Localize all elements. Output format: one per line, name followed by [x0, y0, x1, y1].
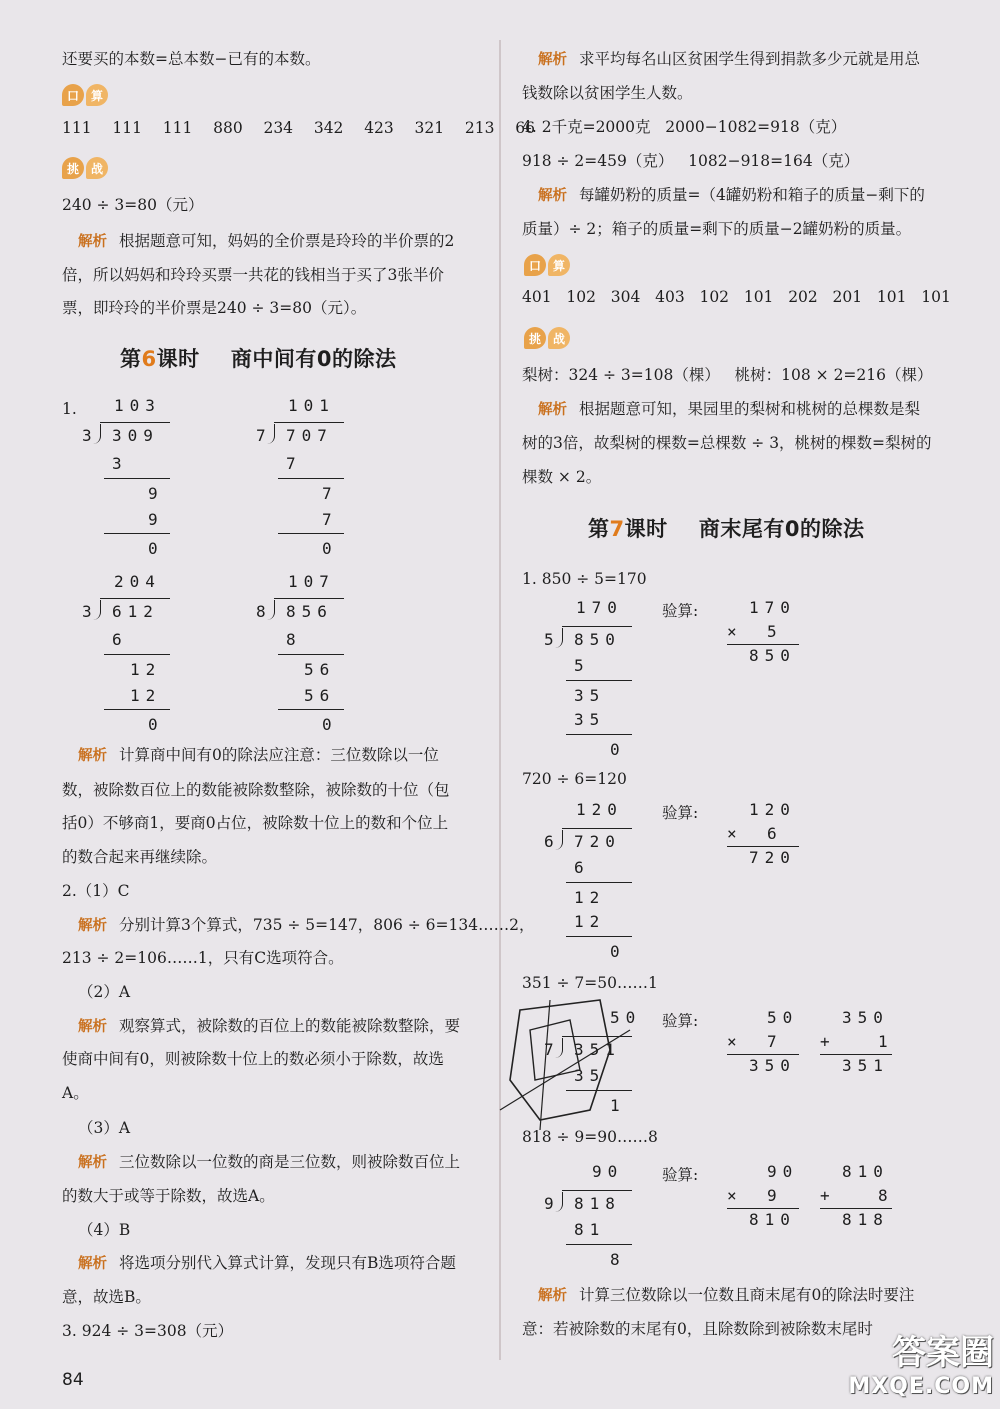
divisor: 5 [544, 630, 560, 649]
step: 3 [112, 454, 128, 473]
step-bar [104, 709, 170, 710]
analysis-line: 票，即玲玲的半价票是240 ÷ 3=80（元）。 [62, 299, 367, 317]
analysis-line: 括0）不够商1，要商0占位，被除数十位上的数和个位上 [62, 814, 449, 832]
step: 12 [574, 912, 606, 931]
dividend: 612 [112, 602, 159, 621]
step: 0 [322, 715, 338, 734]
step-bar [566, 936, 632, 937]
question-4-line: 4. 2千克=2000克 2000−1082=918（克） [522, 118, 847, 136]
step: 9 [148, 484, 164, 503]
analysis-text: 分别计算3个算式，735 ÷ 5=147，806 ÷ 6=134……2， [119, 916, 535, 934]
title-number: 6 [141, 347, 157, 371]
check-result: 720 [749, 848, 796, 867]
dividend: 850 [574, 630, 621, 649]
analysis-line: 的数合起来再继续除。 [62, 848, 218, 866]
division-bar [100, 422, 170, 423]
question-2-4: （4）B [78, 1221, 131, 1239]
check-operand: 350 [842, 1008, 889, 1027]
step-bar [104, 533, 170, 534]
equation-2: 720 ÷ 6=120 [522, 770, 627, 788]
check-operand: 810 [842, 1162, 889, 1181]
step: 7 [322, 484, 338, 503]
division-bar [562, 1190, 632, 1191]
check-operator: × [727, 1186, 743, 1205]
check-operand: 120 [749, 800, 796, 819]
analysis-label: 解析 [78, 918, 107, 934]
analysis-line [78, 1015, 460, 1038]
step-bar [278, 709, 344, 710]
badge-char: 口 [62, 84, 84, 106]
step-bar [104, 478, 170, 479]
badge-char: 战 [548, 327, 570, 349]
equation-4: 818 ÷ 9=90……8 [522, 1128, 658, 1146]
divisor: 3 [82, 426, 98, 445]
check-operand: 90 [767, 1162, 799, 1181]
check-operand: 6 [767, 824, 783, 843]
analysis-label: 解析 [78, 1256, 107, 1272]
division-bar [100, 598, 170, 599]
kousuan-badge [524, 254, 570, 276]
step: 6 [574, 858, 590, 877]
check-bar [820, 1208, 892, 1209]
check-operator: + [820, 1186, 836, 1205]
analysis-text: 每罐奶粉的质量=（4罐奶粉和箱子的质量−剩下的 [579, 186, 925, 204]
division-bar [562, 626, 632, 627]
check-bar [727, 846, 799, 847]
step-bar [104, 654, 170, 655]
quotient: 101 [288, 396, 335, 415]
step: 12 [130, 660, 162, 679]
check-operand: 5 [767, 622, 783, 641]
divisor: 9 [544, 1194, 560, 1213]
analysis-label: 解析 [538, 1288, 567, 1304]
analysis-text: 三位数除以一位数的商是三位数，则被除数百位上 [119, 1153, 461, 1171]
watermark-line: MXQE.COM [848, 1374, 994, 1399]
quotient: 204 [114, 572, 161, 591]
dividend: 309 [112, 426, 159, 445]
step-bar [278, 533, 344, 534]
division-bracket [554, 628, 563, 648]
question-1-label: 1. [62, 400, 77, 418]
check-operand: 50 [767, 1008, 799, 1027]
question-2-2: （2）A [78, 983, 131, 1001]
division-bar [274, 598, 344, 599]
step-bar [278, 654, 344, 655]
check-operator: + [820, 1032, 836, 1051]
check-result: 350 [749, 1056, 796, 1075]
analysis-line: 意，故选B。 [62, 1288, 151, 1306]
site-watermark [848, 1325, 994, 1399]
step: 5 [574, 656, 590, 675]
column-divider [499, 40, 501, 1360]
step: 8 [610, 1250, 626, 1269]
analysis-line [538, 48, 920, 71]
kousuan-answers: 111 111 111 880 234 342 423 321 213 66 [62, 119, 536, 137]
analysis-line: 钱数除以贫困学生人数。 [522, 84, 693, 102]
check-operand: 8 [878, 1186, 894, 1205]
check-operand: 1 [878, 1032, 894, 1051]
step-bar [566, 1244, 632, 1245]
check-bar [820, 1054, 892, 1055]
dividend: 707 [286, 426, 333, 445]
divisor: 6 [544, 832, 560, 851]
step: 8 [286, 630, 302, 649]
division-bracket [554, 1192, 563, 1212]
analysis-line: 树的3倍，故梨树的棵数=总棵数 ÷ 3，桃树的棵数=梨树的 [522, 434, 932, 452]
step: 7 [322, 510, 338, 529]
analysis-line: 倍，所以妈妈和玲玲买票一共花的钱相当于买了3张半价 [62, 266, 444, 284]
title-number: 7 [609, 517, 625, 541]
analysis-label: 解析 [78, 1019, 107, 1035]
equation-1: 1. 850 ÷ 5=170 [522, 570, 647, 588]
analysis-text: 计算三位数除以一位数且商末尾有0的除法时要注 [579, 1286, 915, 1304]
step: 0 [148, 715, 164, 734]
divisor: 7 [544, 1040, 560, 1059]
division-bar [274, 422, 344, 423]
analysis-line: A。 [62, 1084, 89, 1102]
question-3: 3. 924 ÷ 3=308（元） [62, 1322, 234, 1340]
step: 56 [304, 686, 336, 705]
step-bar [566, 734, 632, 735]
badge-char: 算 [86, 84, 108, 106]
division-bracket [554, 830, 563, 850]
step: 0 [610, 942, 626, 961]
analysis-line: 意：若被除数的末尾有0，且除数除到被除数末尾时 [522, 1320, 873, 1338]
analysis-line [78, 914, 534, 937]
step: 56 [304, 660, 336, 679]
divisor: 7 [256, 426, 272, 445]
analysis-label: 解析 [78, 1155, 107, 1171]
tiaozhan-equation: 梨树：324 ÷ 3=108（棵） 桃树：108 × 2=216（棵） [522, 366, 933, 384]
analysis-text: 观察算式，被除数的百位上的数能被除数整除，要 [119, 1017, 461, 1035]
check-operand: 7 [767, 1032, 783, 1051]
tiaozhan-badge [62, 157, 108, 179]
analysis-text: 将选项分别代入算式计算，发现只有B选项符合题 [119, 1254, 456, 1272]
analysis-label: 解析 [538, 188, 567, 204]
division-bracket [266, 424, 275, 444]
step: 12 [574, 888, 606, 907]
question-2-3: （3）A [78, 1119, 131, 1137]
division-bracket [266, 600, 275, 620]
dividend: 720 [574, 832, 621, 851]
tiaozhan-equation: 240 ÷ 3=80（元） [62, 196, 204, 214]
title-part: 第 [588, 517, 610, 541]
step: 1 [610, 1096, 626, 1115]
badge-char: 口 [524, 254, 546, 276]
divisor: 8 [256, 602, 272, 621]
analysis-line: 质量）÷ 2；箱子的质量=剩下的质量−2罐奶粉的质量。 [522, 220, 912, 238]
dividend: 856 [286, 602, 333, 621]
text-line: 还要买的本数=总本数−已有的本数。 [62, 50, 321, 68]
check-label: 验算: [662, 602, 699, 620]
quotient: 50 [610, 1008, 642, 1027]
check-result: 850 [749, 646, 796, 665]
step: 35 [574, 710, 606, 729]
analysis-text: 根据题意可知，妈妈的全价票是玲玲的半价票的2 [119, 232, 455, 250]
check-result: 818 [842, 1210, 889, 1229]
step: 35 [574, 686, 606, 705]
check-operator: × [727, 824, 743, 843]
kousuan-badge [62, 84, 108, 106]
step: 0 [610, 740, 626, 759]
watermark-line: 答案圈 [892, 1333, 994, 1373]
analysis-line: 使商中间有0，则被除数十位上的数必须小于除数，故选 [62, 1050, 444, 1068]
check-label: 验算: [662, 1166, 699, 1184]
check-label: 验算: [662, 1012, 699, 1030]
check-operand: 9 [767, 1186, 783, 1205]
step: 0 [148, 539, 164, 558]
analysis-line: 213 ÷ 2=106……1，只有C选项符合。 [62, 949, 344, 967]
check-bar [727, 1054, 799, 1055]
step: 12 [130, 686, 162, 705]
quotient: 103 [114, 396, 161, 415]
analysis-line [78, 230, 454, 253]
analysis-label: 解析 [78, 748, 107, 764]
quotient: 90 [592, 1162, 624, 1181]
badge-char: 挑 [524, 327, 546, 349]
analysis-label: 解析 [538, 402, 567, 418]
analysis-line [538, 184, 925, 207]
analysis-line: 数，被除数百位上的数能被除数整除，被除数的十位（包 [62, 781, 450, 799]
title-part: 课时 商中间有0的除法 [156, 347, 397, 371]
analysis-line [78, 744, 439, 767]
check-label: 验算: [662, 804, 699, 822]
dividend: 818 [574, 1194, 621, 1213]
step: 81 [574, 1220, 606, 1239]
kousuan-answers: 401 102 304 403 102 101 202 201 101 101 [522, 288, 951, 306]
badge-char: 战 [86, 157, 108, 179]
check-bar [727, 644, 799, 645]
dividend: 351 [574, 1040, 621, 1059]
check-result: 351 [842, 1056, 889, 1075]
analysis-label: 解析 [538, 52, 567, 68]
check-operator: × [727, 1032, 743, 1051]
check-operator: × [727, 622, 743, 641]
division-bracket [92, 424, 101, 444]
quotient: 120 [576, 800, 623, 819]
check-operand: 170 [749, 598, 796, 617]
lesson-6-title [120, 343, 396, 373]
badge-char: 算 [548, 254, 570, 276]
step: 6 [112, 630, 128, 649]
analysis-line [78, 1151, 460, 1174]
quotient: 107 [288, 572, 335, 591]
analysis-line [538, 398, 920, 421]
analysis-line [78, 1252, 456, 1275]
question-2-1: 2.（1）C [62, 882, 130, 900]
step: 7 [286, 454, 302, 473]
badge-char: 挑 [62, 157, 84, 179]
tiaozhan-badge [524, 327, 570, 349]
division-bar [562, 828, 632, 829]
handwritten-stamp [480, 990, 640, 1140]
lesson-7-title [588, 513, 864, 543]
analysis-line: 的数大于或等于除数，故选A。 [62, 1187, 275, 1205]
division-bracket [92, 600, 101, 620]
analysis-label: 解析 [78, 234, 107, 250]
analysis-line [538, 1284, 914, 1307]
divisor: 3 [82, 602, 98, 621]
equation-3: 351 ÷ 7=50……1 [522, 974, 658, 992]
step-bar [566, 882, 632, 883]
step: 9 [148, 510, 164, 529]
step: 35 [574, 1066, 606, 1085]
check-result: 810 [749, 1210, 796, 1229]
analysis-text: 计算商中间有0的除法应注意：三位数除以一位 [119, 746, 439, 764]
page-number: 84 [62, 1370, 84, 1390]
step-bar [566, 680, 632, 681]
analysis-line: 棵数 × 2。 [522, 468, 602, 486]
step-bar [278, 478, 344, 479]
title-part: 第 [120, 347, 142, 371]
quotient: 170 [576, 598, 623, 617]
question-4-line: 918 ÷ 2=459（克） 1082−918=164（克） [522, 152, 860, 170]
analysis-text: 求平均每名山区贫困学生得到捐款多少元就是用总 [579, 50, 921, 68]
step: 0 [322, 539, 338, 558]
analysis-text: 根据题意可知，果园里的梨树和桃树的总棵数是梨 [579, 400, 921, 418]
title-part: 课时 商末尾有0的除法 [624, 517, 865, 541]
check-bar [727, 1208, 799, 1209]
